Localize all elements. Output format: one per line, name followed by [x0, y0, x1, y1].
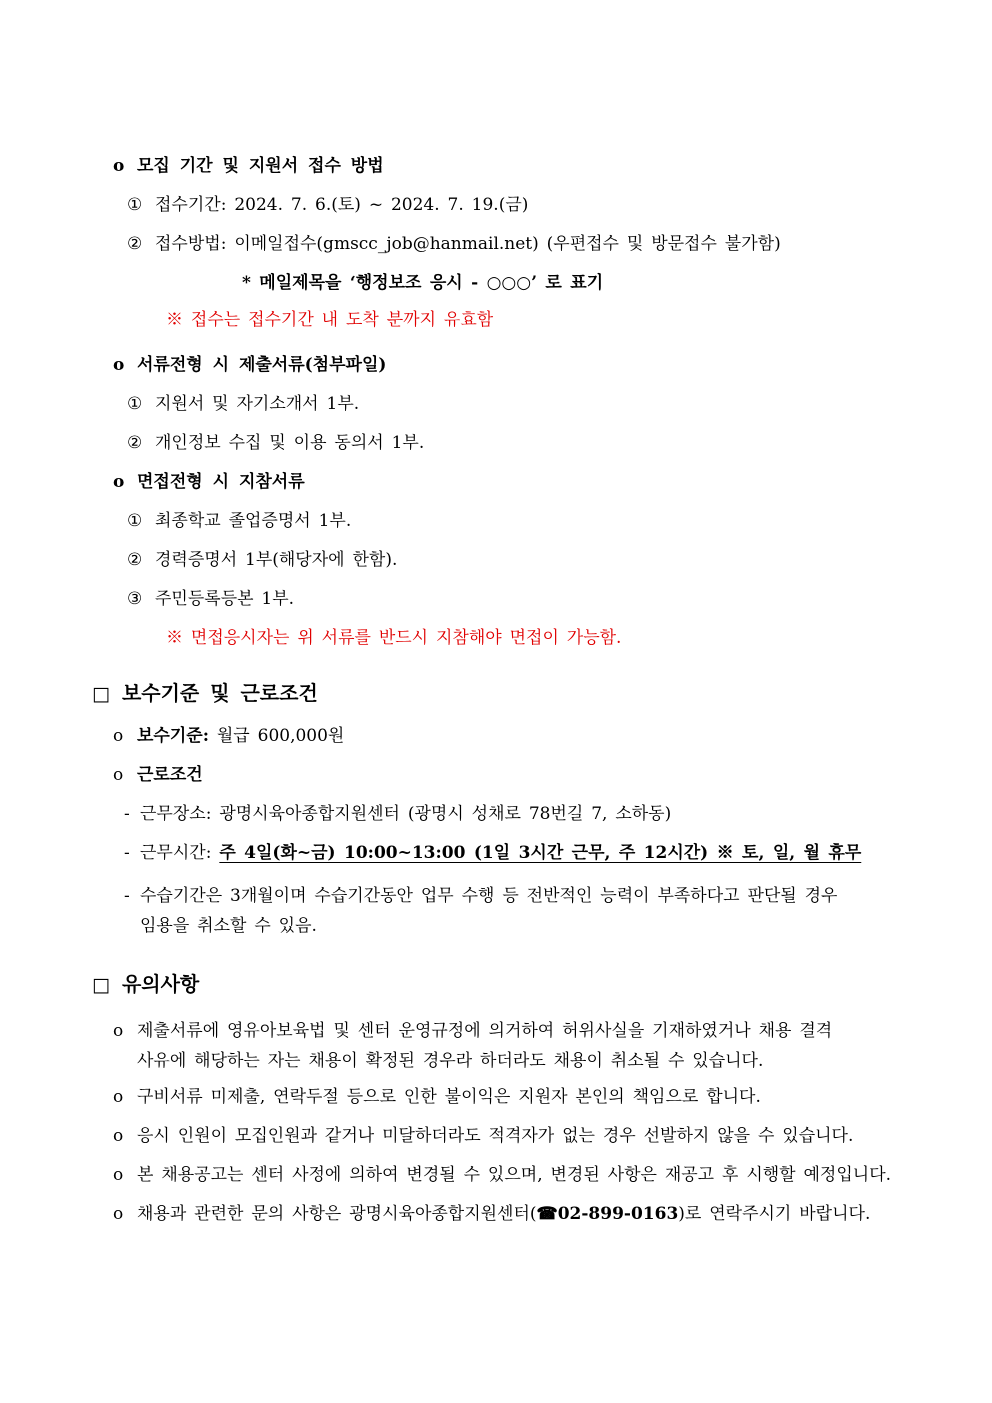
worktime-value: 주 4일(화~금) 10:00~13:00 (1일 3시간 근무, 주 12시간) ※ 토, 일, 월 휴무 [219, 843, 862, 863]
recruit-item-2 [92, 233, 924, 256]
circled-number-icon: ③ [127, 589, 143, 609]
notes-item-2-text: 구비서류 미제출, 연락두절 등으로 인한 불이익은 지원자 본인의 책임으로 합니다. [137, 1087, 761, 1107]
interview-item-1 [92, 510, 924, 533]
notes-item-3-text: 응시 인원이 모집인원과 같거나 미달하더라도 적격자가 없는 경우 선발하지 않을 수 있습니다. [137, 1126, 854, 1146]
probation-line1: 수습기간은 3개월이며 수습기간동안 업무 수행 등 전반적인 능력이 부족하다고 판단될 경우 [140, 886, 838, 906]
notes-item-4-text: 본 채용공고는 센터 사정에 의하여 변경될 수 있으며, 변경된 사항은 재공고 후 시행할 예정입니다. [137, 1165, 892, 1185]
interview-item-1-text: 최종학교 졸업증명서 1부. [155, 511, 352, 531]
pay-label: 보수기준: [137, 726, 209, 746]
section-recruit-heading [92, 155, 924, 178]
notes-item-5-suffix: )로 연락주시기 바랍니다. [678, 1204, 871, 1224]
circle-bullet-marker: o [113, 1126, 124, 1146]
mail-subject-note: * 메일제목을 ‘행정보조 응시 - ○○○’ 로 표기 [242, 273, 604, 293]
documents-heading-text: 서류전형 시 제출서류(첨부파일) [137, 355, 387, 375]
probation-row [92, 881, 924, 941]
circle-bullet-marker: o [113, 1165, 124, 1185]
circle-bullet-marker: o [113, 1204, 124, 1224]
circle-bullet-marker: o [113, 156, 125, 176]
notes-item-1-line1: 제출서류에 영유아보육법 및 센터 운영규정에 의거하여 허위사실을 기재하였거나 채용 결격 [137, 1021, 833, 1041]
notes-item-1 [92, 1016, 924, 1076]
notes-item-5-prefix: 채용과 관련한 문의 사항은 광명시육아종합지원센터( [137, 1204, 537, 1224]
documents-item-2 [92, 432, 924, 455]
phone-number: ☎02-899-0163 [536, 1204, 679, 1224]
workplace-text: 근무장소: 광명시육아종합지원센터 (광명시 성채로 78번길 7, 소하동) [140, 804, 672, 824]
recruit-red-note: ※ 접수는 접수기간 내 도착 분까지 유효함 [166, 310, 494, 330]
circle-bullet-marker: o [113, 1087, 124, 1107]
worktime-row [92, 842, 924, 865]
circle-bullet-marker: o [113, 472, 125, 492]
circle-bullet-marker: o [113, 726, 124, 746]
recruit-item-2-text: 접수방법: 이메일접수(gmscc_job@hanmail.net) (우편접수 및 방문접수 불가함) [155, 234, 781, 254]
compensation-heading-text: 보수기준 및 근로조건 [121, 681, 318, 705]
square-box-icon: □ [92, 683, 110, 705]
circle-bullet-marker: o [113, 765, 124, 785]
circle-bullet-marker: o [113, 355, 125, 375]
interview-item-2 [92, 549, 924, 572]
documents-item-2-text: 개인정보 수집 및 이용 동의서 1부. [155, 433, 425, 453]
notes-item-3 [92, 1125, 924, 1148]
worktime-label: 근무시간: [140, 843, 212, 863]
recruit-item-1 [92, 194, 924, 217]
recruit-item-1-text: 접수기간: 2024. 7. 6.(토) ~ 2024. 7. 19.(금) [155, 195, 529, 215]
circle-bullet-marker: o [113, 1021, 124, 1041]
circled-number-icon: ① [127, 394, 143, 414]
notes-item-1-line2: 사유에 해당하는 자는 채용이 확정된 경우라 하더라도 채용이 취소될 수 있습니다. [137, 1051, 764, 1071]
interview-item-3 [92, 588, 924, 611]
circled-number-icon: ① [127, 195, 143, 215]
interview-item-2-text: 경력증명서 1부(해당자에 한함). [155, 550, 398, 570]
circled-number-icon: ① [127, 511, 143, 531]
interview-heading-text: 면접전형 시 지참서류 [137, 472, 305, 492]
work-conditions-row [92, 764, 924, 787]
work-conditions-label: 근로조건 [137, 765, 203, 785]
notes-item-5 [92, 1203, 924, 1226]
circled-number-icon: ② [127, 433, 143, 453]
square-box-icon: □ [92, 974, 110, 996]
circled-number-icon: ② [127, 550, 143, 570]
circled-number-icon: ② [127, 234, 143, 254]
section-interview-heading [92, 471, 924, 494]
recruit-heading-text: 모집 기간 및 지원서 접수 방법 [137, 156, 384, 176]
interview-item-3-text: 주민등록등본 1부. [155, 589, 295, 609]
interview-red-note: ※ 면접응시자는 위 서류를 반드시 지참해야 면접이 가능함. [166, 628, 622, 648]
dash-bullet-marker: - [124, 886, 130, 906]
section-documents-heading [92, 354, 924, 377]
probation-line2: 임용을 취소할 수 있음. [140, 916, 317, 936]
documents-item-1-text: 지원서 및 자기소개서 1부. [155, 394, 360, 414]
pay-value: 월급 600,000원 [216, 726, 345, 746]
section-notes-heading [92, 971, 924, 999]
dash-bullet-marker: - [124, 843, 130, 863]
pay-standard-row [92, 725, 924, 748]
workplace-row [92, 803, 924, 826]
dash-bullet-marker: - [124, 804, 130, 824]
notes-item-4 [92, 1164, 924, 1187]
notes-item-2 [92, 1086, 924, 1109]
documents-item-1 [92, 393, 924, 416]
section-compensation-heading [92, 680, 924, 708]
notes-heading-text: 유의사항 [121, 972, 200, 996]
